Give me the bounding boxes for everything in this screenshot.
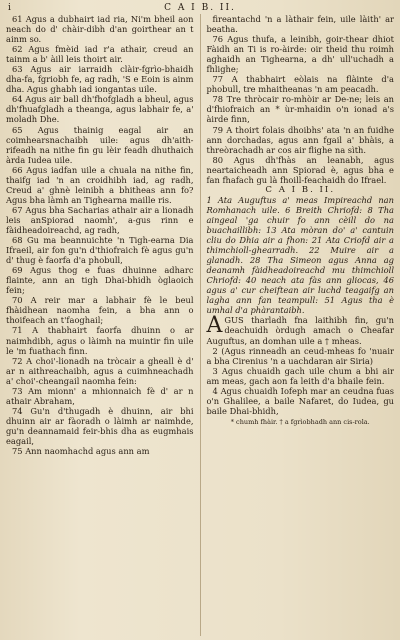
column-divider (200, 14, 201, 636)
running-title: C A I B. II. (164, 3, 236, 13)
verse: 62 Agus fmèid iad r'a athair, creud an tainm a b' àill leis thoirt air. (6, 44, 194, 65)
verse: 69 Agus thog e fuas dhuinne adharc flainte, ann an tigh Dhai-bhidh òglaoich fein; (6, 265, 194, 296)
verse: 66 Agus iadfan uile a chuala na nithe fin, thaifg iad 'n an croidhibh iad, ag radh, Creud a' ghnè leinibh a bhitheas ann fo? Agus bha làmh an Tighearna maille ris. (6, 164, 194, 205)
footnote: * chumh fhàir. † a fgrìobhadh ann cis-rola. (230, 417, 370, 426)
page-header (0, 3, 400, 13)
verse: 68 Gu ma beannuichte 'n Tigh-earna Dia Ifraeil, air fon gu'n d'thiofraich fè agus gu'n d' thug è faorfa d'a phobull, (6, 235, 194, 266)
drop-cap: A (206, 313, 223, 339)
text-columns (6, 14, 394, 636)
chapter-heading: C A I B. II. (265, 184, 336, 195)
verse: 4 Agus chuaidh Iofeph mar an ceudna fuas o'n Ghalilee, a baile Nafaret, do Iudea, gu baile Dhai-bhidh, (206, 385, 394, 416)
verse: 71 A thabhairt faorfa dhuinn o ar naimhdibh, agus o làimh na muintir fin uile le 'm fuathach finn. (6, 325, 194, 356)
verse: 2 (Agus rinneadh an ceud-mheas fo 'nuair a bha Cirenius 'n a uachdaran air Siria) (206, 345, 394, 366)
margin-mark: i (8, 3, 13, 13)
verse: 75 Ann naomhachd agus ann am (12, 446, 150, 457)
verse: 79 A thoirt folais dhoibhs' ata 'n an fuidhe ann dorchadas, agus ann fgail a' bhàis, a threòrachadh ar cos air flighe na sìth. (206, 124, 394, 155)
verse: 74 Gu'n d'thugadh è dhuinn, air bhi dhuinn air ar fàoradh o làimh ar naimhde, gu'n deannamaid feir-bhis dha as eugmhais eagail, (6, 405, 194, 446)
verse: fireantachd 'n a làthair fein, uile làith' ar beatha. (206, 14, 394, 35)
verse: 3 Agus chuaidh gach uile chum a bhi air am meas, gach aon fa leith d'a bhaile fein. (206, 365, 394, 386)
verse: 61 Agus a dubhairt iad ria, Ni'm bheil aon neach do d' chàir-dibh d'an goirthear an t ainm so. (6, 14, 194, 45)
verse: 63 Agus air iarraidh clàir-fgrìo-bhaidh dha-fa, fgriobh fe, ag radh, 'S e Eoin is ainm dha. Agus ghabh iad iongantas uile. (6, 64, 194, 95)
verse-first (206, 315, 394, 345)
verse: 64 Agus air ball dh'fhofgladh a bheul, agus dh'fhuafgladh a theanga, agus labhair fe, a' moladh Dhe. (6, 94, 194, 125)
verse-first-text: GUS tharladh fna laithibh fin, gu'n deachuidh òrdugh amach o Cheafar Auguftus, an domhan uile a † mheas. (206, 315, 394, 346)
verse: 76 Agus thufa, a leinibh, goir-thear dhiot Fàidh an Ti is ro-àirde: oir theid thu roimh aghaidh an Tighearna, a dh' ull'uchadh a fhlighe; (206, 34, 394, 75)
chapter-summary: 1 Ata Auguftus a' meas Impireachd nan Romhanach uile. 6 Breith Chriofd: 8 Tha aingeal 'ga chuir fo ann cèill do na buachaillibh: 13 Ata mòran do' a' cantuin cliu do Dhia air a fhon: 21 Ata Criofd air a thimchioll-ghearradh. 22 Muire air a glanadh. 28 Tha Simeon agus Anna ag deanamh fàidheadoireachd mu thimchioll Chriofd: 40 neach ata fàs ann gliocas, 46 agus a' cur cheiftean air luchd teagaifg an lagha ann fan teampull: 51 Agus tha è umhal d'a phàrantaibh. (206, 194, 394, 316)
verse: 72 A choi'-lionadh na tròcair a gheall è d' ar n aithreachaibh, agus a cuimhneachadh a' choi'-cheangail naomha fein: (6, 355, 194, 386)
verse: 73 Am mionn' a mhionnaich fè d' ar n athair Abraham, (6, 385, 194, 406)
right-column (206, 14, 394, 636)
left-column (6, 14, 194, 636)
verse: 65 Agus thainig eagal air an coimhearsnachaibh uile: agus dh'aith-rifeadh na nithe fin gu lèir feadh dhuthaich àrda Iudea uile. (6, 124, 194, 165)
verse: 77 A thabhairt eòlais na flàinte d'a phobull, tre mhaitheanas 'n am peacadh. (206, 74, 394, 95)
verse: 70 A reir mar a labhair fè le beul fhàidhean naomha fein, a bha ann o thoifeach an t'faoghail; (6, 295, 194, 326)
verse: 78 Tre thròcair ro-mhòir ar De-ne; leis an d'fhiofraich an * ùr-mhaidin o'n ionad a's àirde finn, (206, 94, 394, 125)
verse: 80 Agus dh'fhàs an leanabh, agus neartaicheadh ann Spiorad è, agus bha e fan fhafach gu là fhoill-feachaidh do Ifrael. (206, 154, 394, 185)
verse: 67 Agus bha Sacharias athair air a lionadh leis anSpiorad naomh', a-gus rinn e fàidheadoireachd, ag radh, (6, 204, 194, 235)
